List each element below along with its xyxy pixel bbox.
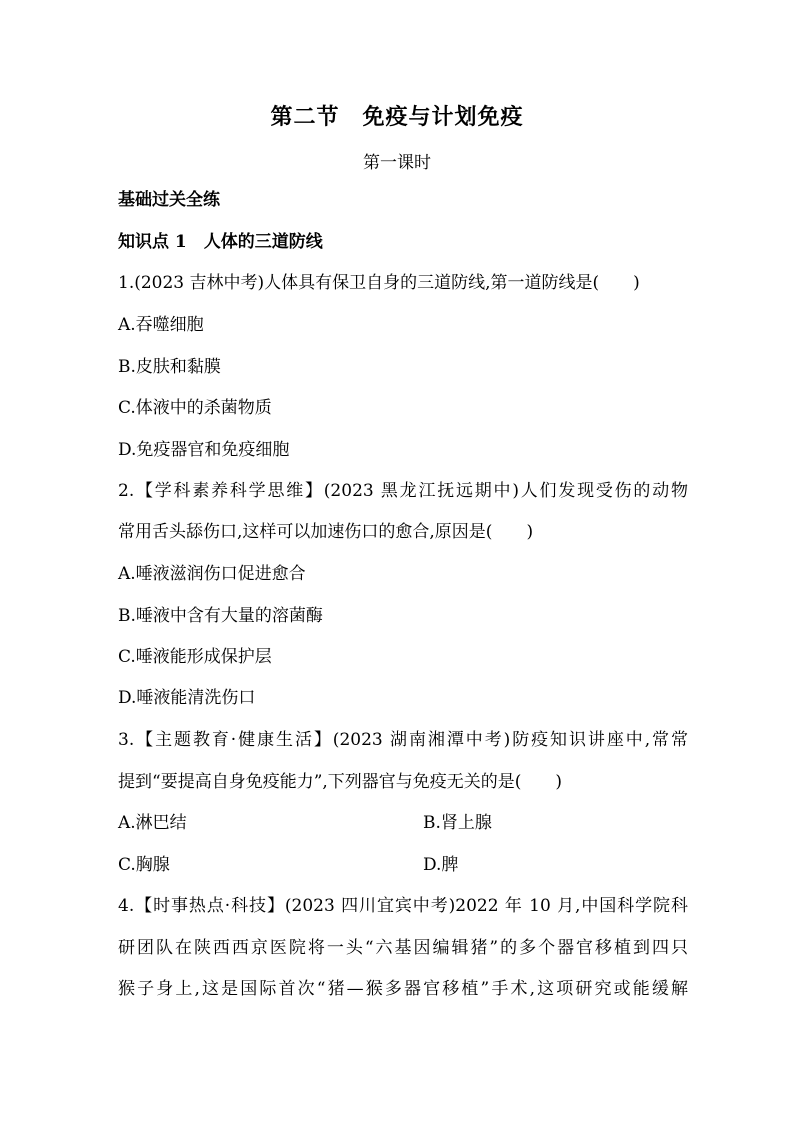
question-3-options-row-1 xyxy=(118,811,688,835)
question-2-option-b: B.唾液中含有大量的溶菌酶 xyxy=(118,606,323,626)
question-2-option-a: A.唾液滋润伤口促进愈合 xyxy=(118,564,306,584)
question-2-stem-line-2: 常用舌头舔伤口,这样可以加速伤口的愈合,原因是( ) xyxy=(118,522,534,542)
question-1-option-b: B.皮肤和黏膜 xyxy=(118,357,221,377)
question-1-option-a: A.吞噬细胞 xyxy=(118,315,204,335)
question-3-stem-line-2: 提到“要提高自身免疫能力”,下列器官与免疫无关的是( ) xyxy=(118,772,563,792)
question-3-option-c: C.胸腺 xyxy=(118,855,170,875)
question-4-stem-line-3: 猴子身上,这是国际首次“猪—猴多器官移植”手术,这项研究或能缓解 xyxy=(118,979,688,999)
section-heading: 基础过关全练 xyxy=(118,190,220,210)
question-1-stem: 1.(2023 吉林中考)人体具有保卫自身的三道防线,第一道防线是( ) xyxy=(118,273,640,293)
question-3-stem-line-1: 3.【主题教育·健康生活】(2023 湖南湘潭中考)防疫知识讲座中,常常 xyxy=(118,730,688,750)
question-4-stem-line-1: 4.【时事热点·科技】(2023 四川宜宾中考)2022 年 10 月,中国科学院科 xyxy=(118,896,688,916)
question-3-option-a: A.淋巴结 xyxy=(118,813,187,833)
question-2-option-c: C.唾液能形成保护层 xyxy=(118,647,272,667)
question-3-option-d: D.脾 xyxy=(423,855,459,875)
question-1-option-d: D.免疫器官和免疫细胞 xyxy=(118,440,290,460)
question-3-option-b: B.肾上腺 xyxy=(423,813,492,833)
page-subtitle: 第一课时 xyxy=(363,153,431,173)
question-1-option-c: C.体液中的杀菌物质 xyxy=(118,398,272,418)
question-4-stem-line-2: 研团队在陕西西京医院将一头“六基因编辑猪”的多个器官移植到四只 xyxy=(118,938,688,958)
question-2-stem-line-1: 2.【学科素养科学思维】(2023 黑龙江抚远期中)人们发现受伤的动物 xyxy=(118,481,688,501)
question-3-options-row-2 xyxy=(118,853,688,877)
knowledge-point-heading: 知识点 1 人体的三道防线 xyxy=(118,232,323,252)
page-title: 第二节 免疫与计划免疫 xyxy=(270,104,524,130)
question-2-option-d: D.唾液能清洗伤口 xyxy=(118,688,256,708)
